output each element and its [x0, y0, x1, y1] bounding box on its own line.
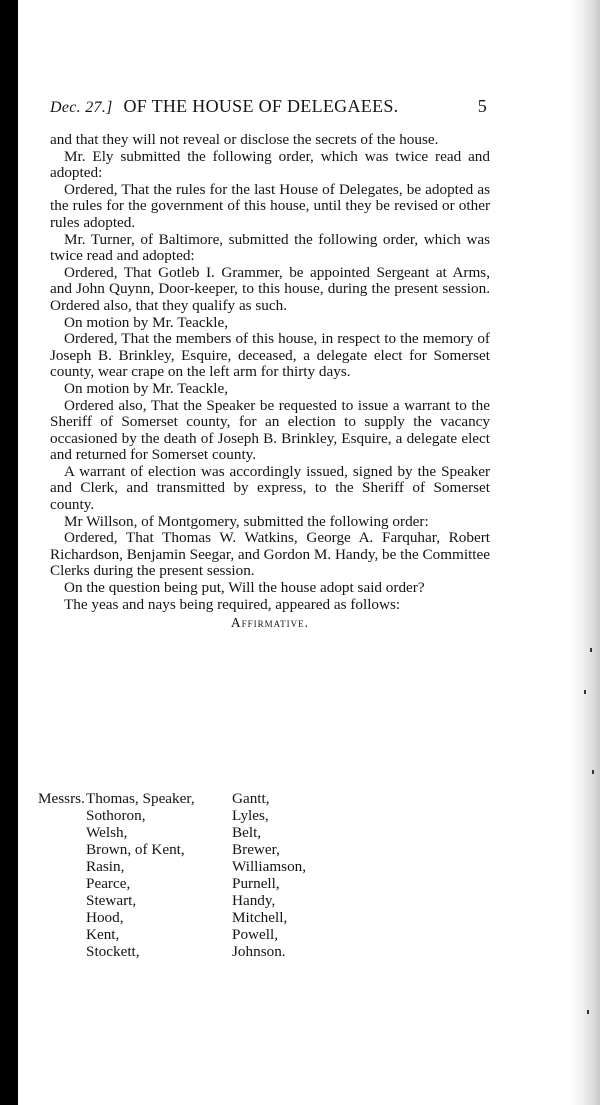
roll-prefix — [38, 909, 86, 926]
roll-prefix — [38, 841, 86, 858]
affirmative-heading: Affirmative. — [230, 615, 310, 631]
roll-name-right: Johnson. — [232, 943, 286, 960]
roll-row — [38, 926, 458, 943]
body-text — [50, 132, 490, 634]
roll-row — [38, 892, 458, 909]
scan-left-border — [0, 0, 18, 1105]
roll-prefix — [38, 807, 86, 824]
roll-prefix — [38, 926, 86, 943]
paragraph: Ordered, That the members of this house, in respect to the memory of Joseph B. Brinkley, Esquire, deceased, a delegate elect for Somerset county, wear crape on the left arm for thirty days. — [50, 330, 490, 381]
roll-row — [38, 790, 458, 807]
roll-name-right: Mitchell, — [232, 909, 288, 926]
paragraph: Ordered, That the rules for the last House of Delegates, be adopted as the rules for the government of this house, until they be revised or other rules adopted. — [50, 180, 490, 231]
scan-speck — [587, 1010, 589, 1014]
book-page — [24, 0, 570, 1105]
roll-name-right: Powell, — [232, 926, 278, 943]
paragraph: A warrant of election was accordingly issued, signed by the Speaker and Clerk, and transmitted by express, to the Sheriff of Somerset county. — [50, 462, 490, 514]
scan-right-edge — [570, 0, 600, 1105]
roll-row — [38, 909, 458, 926]
paragraph: On motion by Mr. Teackle, — [64, 313, 229, 331]
roll-prefix — [38, 824, 86, 841]
roll-prefix — [38, 858, 86, 875]
roll-name-right: Belt, — [232, 824, 262, 841]
roll-name-left: Stockett, — [86, 943, 140, 960]
roll-name-right: Brewer, — [232, 841, 280, 858]
roll-name-left: Kent, — [86, 926, 120, 943]
paragraph: and that they will not reveal or disclose the secrets of the house. — [50, 131, 439, 148]
roll-name-right: Lyles, — [232, 807, 269, 824]
roll-row — [38, 858, 458, 875]
paragraph: Mr. Ely submitted the following order, which was twice read and adopted: — [50, 147, 490, 182]
roll-row — [38, 807, 458, 824]
scan-speck — [584, 690, 586, 694]
roll-name-left: Brown, of Kent, — [86, 841, 185, 858]
header-title: OF THE HOUSE OF DELEGAEES. — [123, 96, 399, 116]
roll-prefix — [38, 892, 86, 909]
paragraph: Ordered, That Gotleb I. Grammer, be appointed Sergeant at Arms, and John Quynn, Door-keeper, to this house, during the present session. Ordered also, that they qualify as such. — [50, 263, 490, 314]
paragraph: Ordered, That Thomas W. Watkins, George A. Farquhar, Robert Richardson, Benjamin Seegar, and Gordon M. Handy, be the Committee Clerks during the present session. — [50, 529, 491, 580]
paragraph: Mr. Turner, of Baltimore, submitted the following order, which was twice read and adopted: — [50, 230, 490, 265]
paragraph: On motion by Mr. Teackle, — [64, 379, 229, 397]
paragraph: Ordered also, That the Speaker be requested to issue a warrant to the Sheriff of Somerset county, for an election to supply the vacancy occasioned by the death of Joseph B. Brinkley, Esquire, a delegate elect and returned for Somerset county. — [50, 396, 490, 464]
header-date: Dec. 27.] — [50, 99, 113, 116]
roll-row — [38, 875, 458, 892]
paragraph: Mr Willson, of Montgomery, submitted the following order: — [64, 512, 429, 530]
roll-prefix — [38, 943, 86, 960]
roll-name-left: Rasin, — [86, 858, 125, 875]
roll-name-left: Hood, — [86, 909, 124, 926]
roll-prefix — [38, 875, 86, 892]
paragraph: The yeas and nays being required, appeared as follows: — [64, 595, 401, 613]
roll-name-right: Purnell, — [232, 875, 280, 892]
roll-name-right: Handy, — [232, 892, 276, 909]
roll-row — [38, 824, 458, 841]
paragraph: On the question being put, Will the house adopt said order? — [64, 579, 425, 597]
running-header — [50, 96, 487, 117]
roll-name-right: Williamson, — [232, 858, 307, 875]
roll-name-left: Pearce, — [86, 875, 131, 892]
roll-name-left: Sothoron, — [86, 807, 146, 824]
scan-speck — [592, 770, 594, 774]
page-number: 5 — [477, 96, 487, 116]
scan-speck — [590, 648, 592, 652]
roll-name-right: Gantt, — [232, 790, 270, 807]
roll-prefix: Messrs. — [38, 790, 85, 807]
roll-row — [38, 943, 458, 960]
roll-row — [38, 841, 458, 858]
roll-name-left: Welsh, — [86, 824, 128, 841]
roll-name-left: Stewart, — [86, 892, 137, 909]
roll-name-left: Thomas, Speaker, — [86, 790, 195, 807]
vote-roll — [38, 790, 458, 960]
